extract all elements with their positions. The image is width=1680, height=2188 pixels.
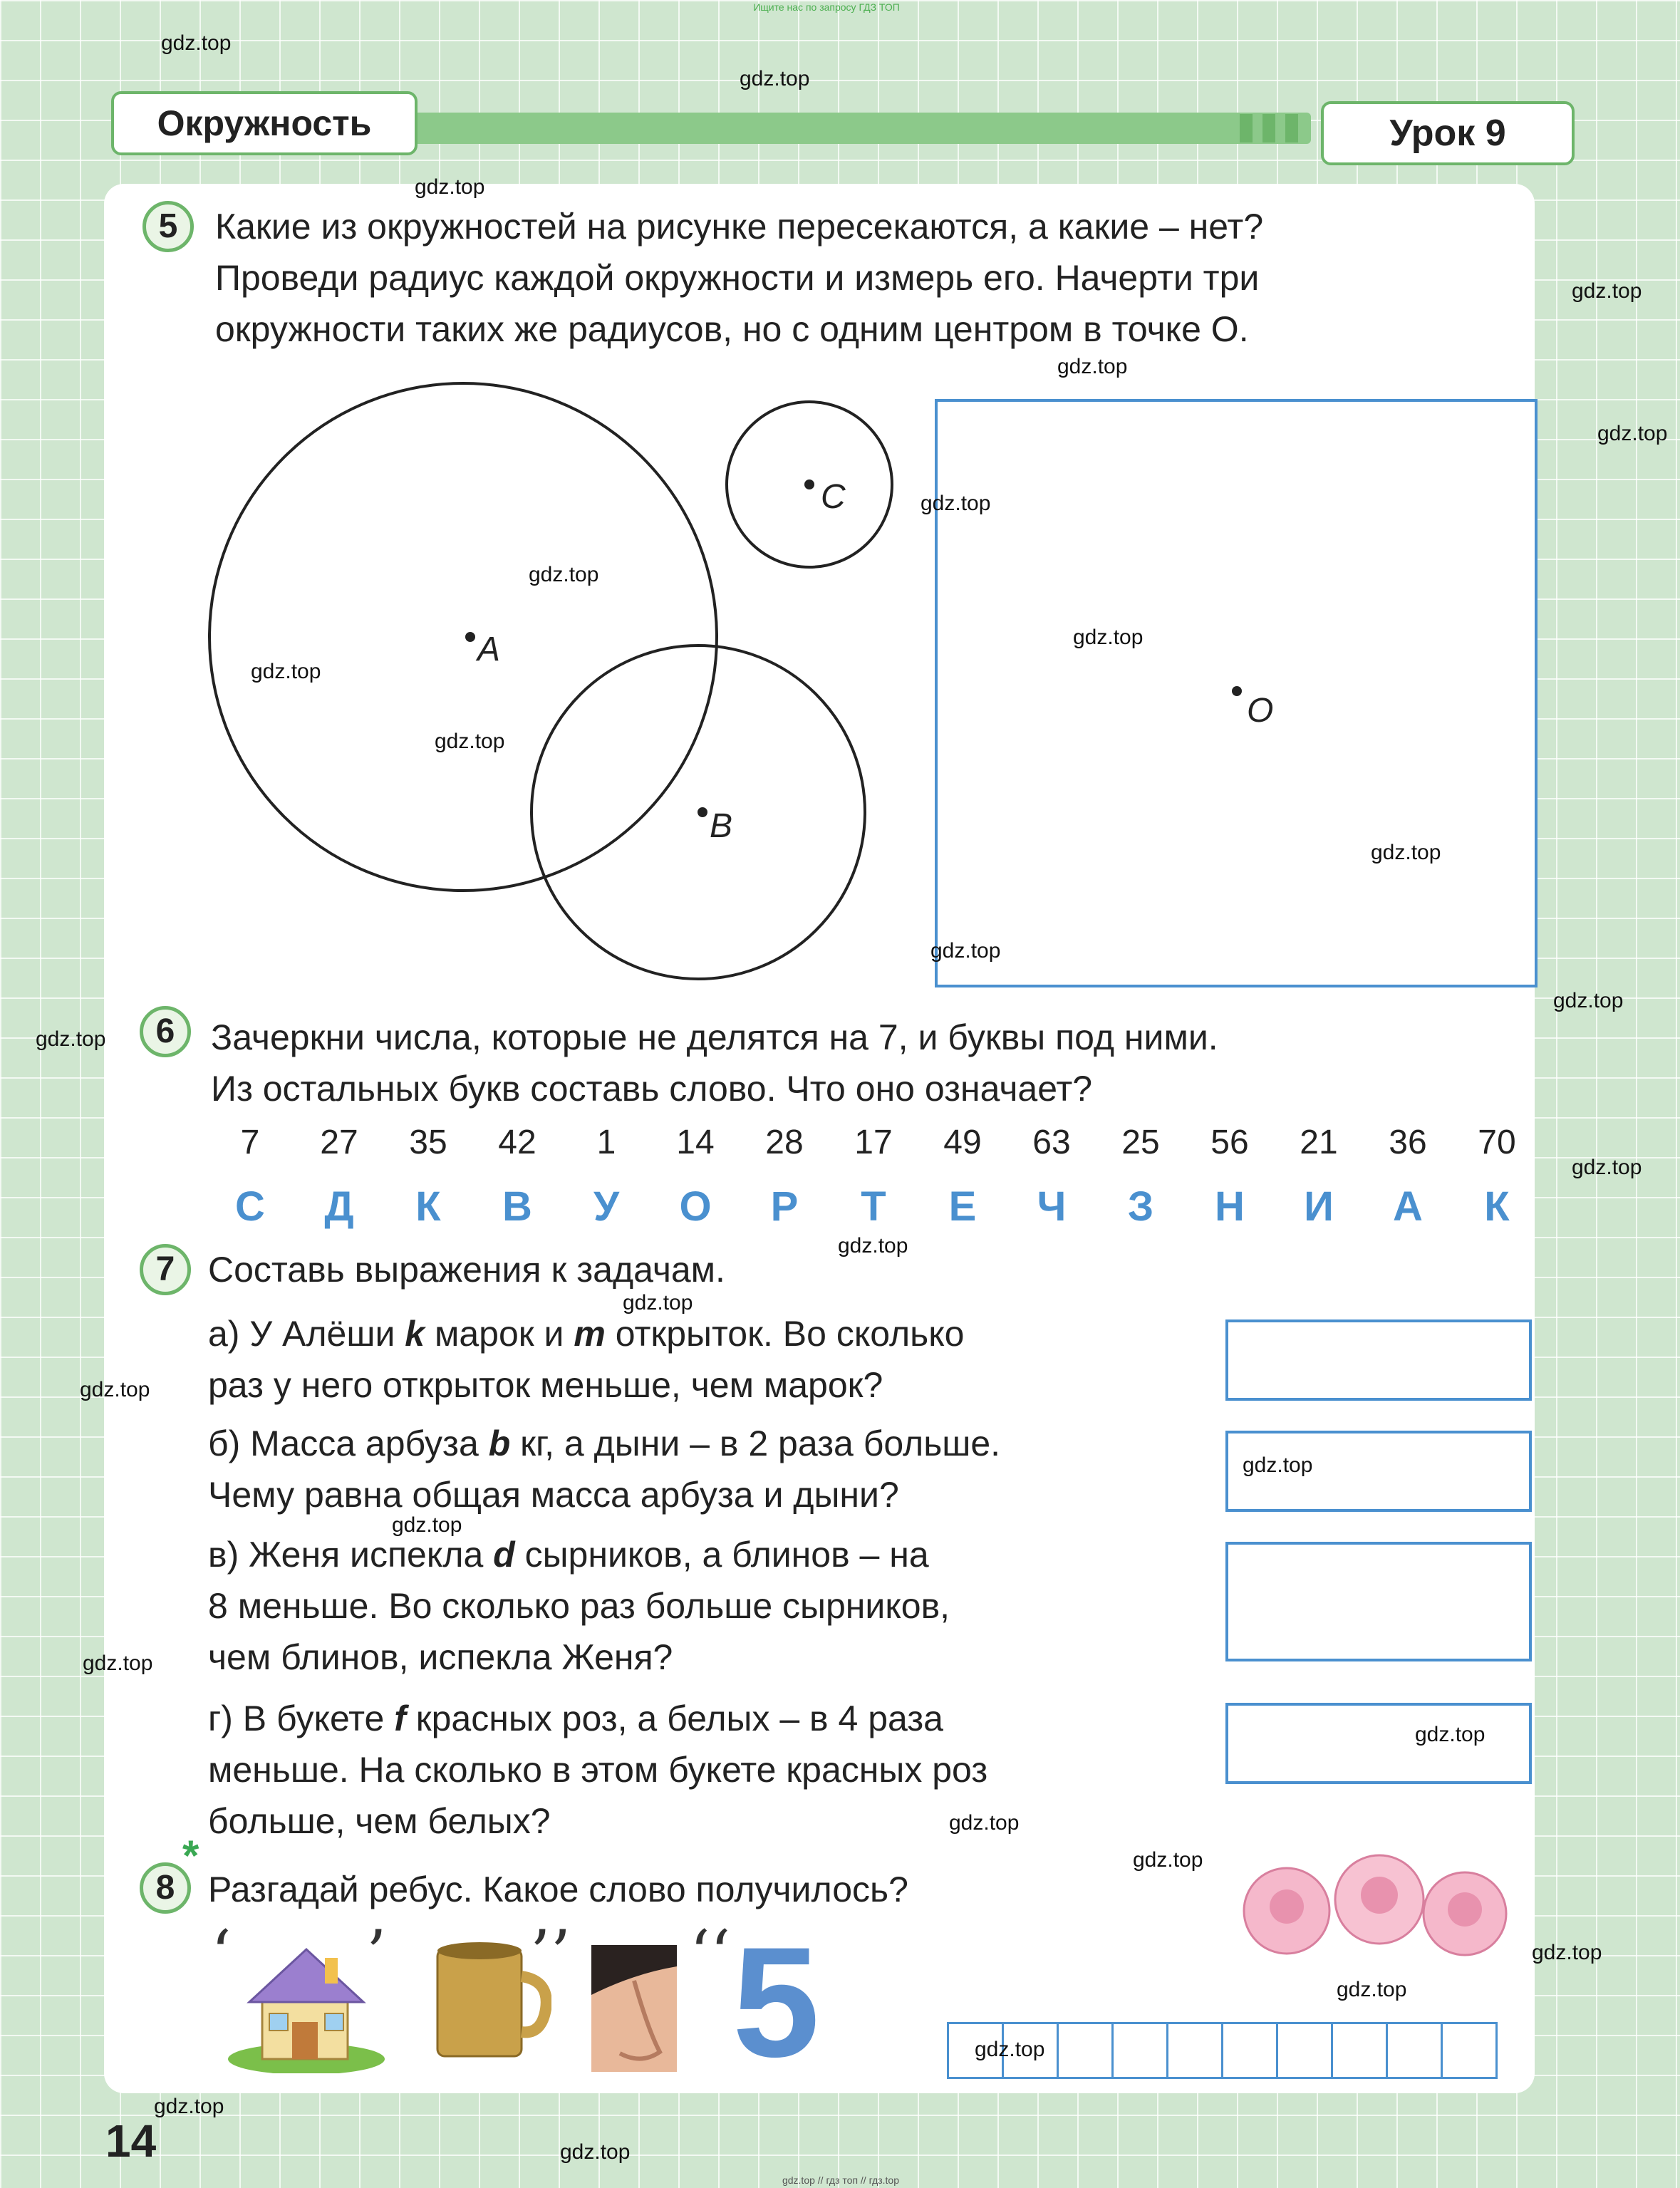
letter-row xyxy=(211,1183,1536,1230)
task-6-number: 6 xyxy=(140,1006,191,1057)
task-7a: а) У Алёши k марок и m открыток. Во сколько раз у него открыток меньше, чем марок? xyxy=(208,1314,965,1405)
answer-cell[interactable] xyxy=(1331,2022,1388,2079)
letter-item: З xyxy=(1127,1183,1154,1230)
letter-item: Ч xyxy=(1037,1183,1067,1230)
answer-box-v[interactable] xyxy=(1225,1542,1532,1661)
watermark: gdz.top xyxy=(949,1811,1020,1835)
answer-cell[interactable] xyxy=(1057,2022,1114,2079)
letter-item: С xyxy=(235,1183,265,1230)
watermark: gdz.top xyxy=(930,939,1001,963)
letter-item: У xyxy=(593,1183,620,1230)
point-b xyxy=(698,807,707,817)
rebus-quote: ‘‘ xyxy=(690,1917,731,1991)
watermark: gdz.top xyxy=(529,563,599,586)
letter-item: Т xyxy=(861,1183,886,1230)
number-item: 7 xyxy=(240,1124,260,1161)
watermark: gdz.top xyxy=(1073,626,1144,649)
task-8-text: Разгадай ребус. Какое слово получилось? xyxy=(208,1870,908,1909)
task-7b: б) Масса арбуза b кг, а дыни – в 2 раза больше. Чему равна общая масса арбуза и дыни? xyxy=(208,1424,1001,1515)
watermark: gdz.top xyxy=(415,175,485,199)
watermark: gdz.top xyxy=(83,1652,153,1675)
watermark: gdz.top xyxy=(1243,1453,1313,1477)
watermark: gdz.top xyxy=(36,1027,106,1051)
letter-item: Р xyxy=(770,1183,799,1230)
top-note: Ищите нас по запросу ГДЗ ТОП xyxy=(753,1,900,13)
answer-cell[interactable] xyxy=(1221,2022,1278,2079)
task-5-line: Какие из окружностей на рисунке пересекаются, а какие – нет? xyxy=(215,207,1264,247)
number-item: 14 xyxy=(676,1124,715,1161)
letter-item: О xyxy=(679,1183,712,1230)
circle-a xyxy=(209,383,717,891)
number-item: 36 xyxy=(1389,1124,1427,1161)
watermark: gdz.top xyxy=(154,2095,224,2118)
watermark: gdz.top xyxy=(1597,422,1668,445)
watermark: gdz.top xyxy=(1572,279,1642,303)
answer-cell[interactable] xyxy=(1166,2022,1223,2079)
number-item: 21 xyxy=(1300,1124,1338,1161)
task-7-number: 7 xyxy=(140,1244,191,1295)
watermark: gdz.top xyxy=(1553,989,1624,1012)
topic-title: Окружность xyxy=(111,91,418,155)
page-number: 14 xyxy=(105,2115,157,2167)
letter-item: В xyxy=(502,1183,532,1230)
number-item: 1 xyxy=(596,1124,616,1161)
watermark: gdz.top xyxy=(1057,355,1128,378)
watermark: gdz.top xyxy=(1337,1978,1407,2001)
number-item: 28 xyxy=(765,1124,804,1161)
watermark: gdz.top xyxy=(1133,1848,1203,1872)
task-8-number: 8 xyxy=(140,1862,191,1914)
task-6-line: Из остальных букв составь слово. Что оно означает? xyxy=(211,1069,1093,1109)
watermark: gdz.top xyxy=(1532,1941,1602,1964)
answer-cell[interactable] xyxy=(1276,2022,1333,2079)
watermark: gdz.top xyxy=(80,1378,150,1401)
number-item: 49 xyxy=(943,1124,982,1161)
flowers-icon xyxy=(1223,1842,1529,1964)
letter-item: Н xyxy=(1215,1183,1245,1230)
watermark: gdz.top xyxy=(251,660,321,683)
nose-icon xyxy=(591,1945,677,2072)
number-item: 35 xyxy=(409,1124,447,1161)
task-6-text xyxy=(211,1012,1536,1114)
label-c: C xyxy=(821,478,846,516)
watermark: gdz.top xyxy=(392,1513,462,1537)
label-a: A xyxy=(477,631,501,668)
watermark: gdz.top xyxy=(1415,1723,1485,1746)
number-item: 25 xyxy=(1121,1124,1160,1161)
number-item: 42 xyxy=(498,1124,536,1161)
watermark: gdz.top xyxy=(975,2038,1045,2061)
letter-item: К xyxy=(415,1183,441,1230)
lesson-label: Урок 9 xyxy=(1321,101,1575,165)
watermark: gdz.top xyxy=(921,492,991,515)
point-a xyxy=(465,632,475,642)
watermark: gdz.top xyxy=(838,1234,908,1258)
number-item: 70 xyxy=(1478,1124,1516,1161)
task-5-number: 5 xyxy=(142,201,194,252)
watermark: gdz.top xyxy=(740,67,810,90)
rebus-quote: ’’ xyxy=(530,1917,571,1991)
rebus-quote: ’ xyxy=(366,1917,387,1991)
letter-item: И xyxy=(1304,1183,1334,1230)
task-5-line: окружности таких же радиусов, но с одним центром в точке O. xyxy=(215,309,1249,349)
letter-item: А xyxy=(1393,1183,1423,1230)
answer-cell[interactable] xyxy=(1441,2022,1498,2079)
watermark: gdz.top xyxy=(1371,841,1441,864)
task-5-line: Проведи радиус каждой окружности и измерь его. Начерти три xyxy=(215,258,1260,298)
rebus-digit: 5 xyxy=(732,1914,820,2090)
answer-cell[interactable] xyxy=(1386,2022,1443,2079)
watermark: gdz.top xyxy=(623,1291,693,1315)
letter-item: Д xyxy=(324,1183,354,1230)
task-7v: в) Женя испекла d сырников, а блинов – на 8 меньше. Во сколько раз больше сырников, чем блинов, испекла Женя? xyxy=(208,1535,950,1677)
task-7-title: Составь выражения к задачам. xyxy=(208,1250,725,1290)
point-o xyxy=(1232,686,1242,696)
number-item: 27 xyxy=(320,1124,358,1161)
number-item: 63 xyxy=(1032,1124,1071,1161)
number-row xyxy=(211,1123,1536,1162)
watermark: gdz.top xyxy=(161,31,232,55)
rebus-quote: ‘ xyxy=(211,1917,232,1991)
task-6-line: Зачеркни числа, которые не делятся на 7, и буквы под ними. xyxy=(211,1017,1218,1057)
watermark: gdz.top xyxy=(560,2140,631,2164)
point-c xyxy=(804,479,814,489)
number-item: 56 xyxy=(1210,1124,1249,1161)
bottom-note: gdz.top // гдз топ // гдз.top xyxy=(782,2174,900,2186)
asterisk-mark: * xyxy=(182,1832,199,1879)
letter-item: Е xyxy=(948,1183,977,1230)
watermark: gdz.top xyxy=(435,730,505,753)
number-item: 17 xyxy=(854,1124,893,1161)
label-b: B xyxy=(710,807,733,845)
answer-box-a[interactable] xyxy=(1225,1319,1532,1401)
answer-cell[interactable] xyxy=(1111,2022,1168,2079)
letter-item: К xyxy=(1484,1183,1510,1230)
watermark: gdz.top xyxy=(1572,1156,1642,1179)
answer-box-g[interactable] xyxy=(1225,1703,1532,1784)
label-o: O xyxy=(1247,692,1274,730)
task-7g: г) В букете f красных роз, а белых – в 4 раза меньше. На сколько в этом букете красных роз больше, чем белых? xyxy=(208,1699,988,1841)
